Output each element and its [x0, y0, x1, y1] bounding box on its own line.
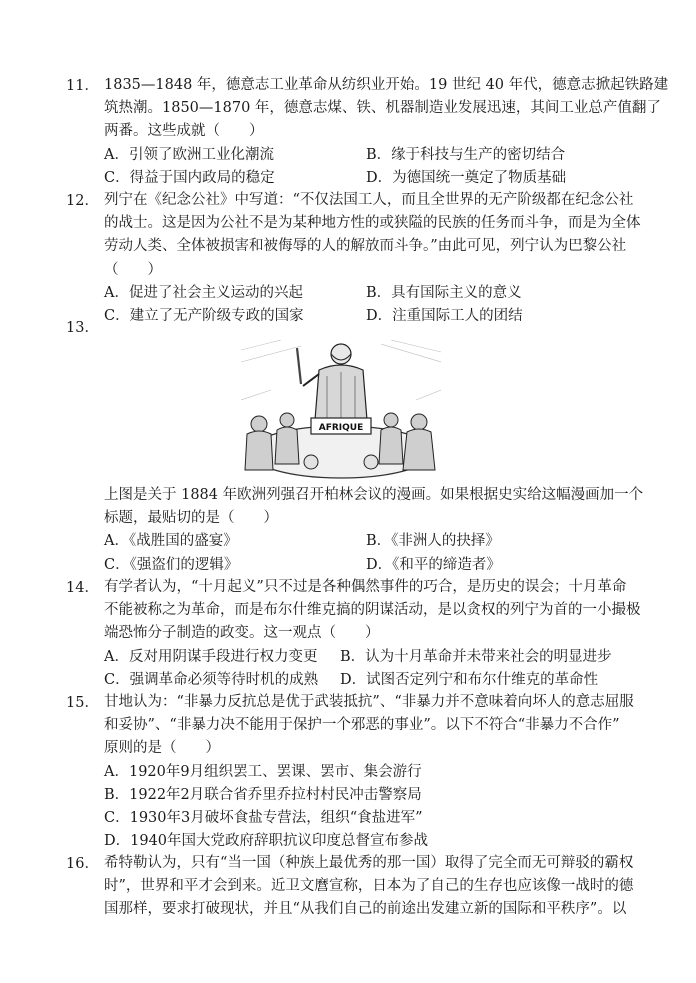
option-c[interactable]: C．得益于国内政局的稳定	[104, 169, 275, 186]
option-c[interactable]: C．强调革命必须等待时机的成熟	[104, 671, 319, 688]
stem-line: 的战士。这是因为公社不是为某种地方性的或狭隘的民族的任务而斗争，而是为全体	[104, 215, 641, 232]
stem-line: 列宁在《纪念公社》中写道：“不仅法国工人，而且全世界的无产阶级都在纪念公社	[104, 192, 634, 208]
option-a[interactable]: A．《战胜国的盛宴》	[104, 533, 238, 550]
option-c[interactable]: C．1930年3月破坏食盐专营法，组织“食盐进军”	[104, 809, 423, 826]
question-13-stem	[66, 484, 644, 577]
question-12	[66, 189, 641, 328]
stem-line: （ ）	[104, 261, 162, 278]
option-c[interactable]: C．建立了无产阶级专政的国家	[104, 308, 304, 324]
stem-line: 希特勒认为，只有“当一国（种族上最优秀的那一国）取得了完全而无可辩驳的霸权	[104, 855, 634, 871]
stem-line: 国那样，要求打破现状，并且“从我们自己的前途出发建立新的国际和平秩序”。以	[104, 901, 627, 918]
stem-line: 和妥协”、“非暴力决不能用于保护一个邪恶的事业”。以下不符合“非暴力不合作”	[104, 717, 620, 734]
question-11	[66, 74, 669, 190]
question-16	[66, 852, 632, 922]
option-d[interactable]: D．注重国际工人的团结	[366, 308, 523, 324]
option-c[interactable]: C．《强盗们的逻辑》	[104, 556, 239, 573]
stem-line: 时”，世界和平才会到来。近卫文麿宣称，日本为了自己的生存也应该像一战时的德	[104, 878, 634, 895]
options	[104, 530, 632, 576]
option-a[interactable]: A．1920年9月组织罢工、罢课、罢市、集会游行	[104, 763, 422, 780]
options	[104, 282, 632, 328]
options	[104, 761, 632, 854]
stem-line: 不能被称之为革命，而是布尔什维克搞的阴谋活动，是以贪权的列宁为首的一小撮极	[104, 602, 641, 619]
stem-line: 有学者认为，“十月起义”只不过是各种偶然事件的巧合，是历史的误会；十月革命	[104, 579, 627, 595]
stem-line: 劳动人类、全体被损害和被侮辱的人的解放而斗争。”由此可见，列宁认为巴黎公社	[104, 238, 627, 255]
stem-line: 甘地认为：“非暴力反抗总是优于武装抵抗”、“非暴力并不意味着向坏人的意志屈服	[104, 694, 634, 710]
question-14	[66, 576, 641, 692]
stem-line: 1835—1848 年，德意志工业革命从纺织业开始。19 世纪 40 年代，德意志掀起铁路建	[104, 77, 669, 93]
question-15	[66, 691, 632, 853]
option-a[interactable]: A．引领了欧洲工业化潮流	[104, 146, 274, 163]
option-d[interactable]: D．为德国统一奠定了物质基础	[366, 169, 567, 186]
option-d[interactable]: D．《和平的缔造者》	[366, 556, 501, 573]
berlin-conference-cartoon	[241, 340, 441, 480]
stem-line: 两番。这些成就（ ）	[104, 123, 264, 140]
question-number: 15．	[66, 695, 99, 711]
question-number: 16．	[66, 856, 99, 872]
option-b[interactable]: B．1922年2月联合省乔里乔拉村村民冲击警察局	[104, 786, 422, 803]
stem-line: 上图是关于 1884 年欧洲列强召开柏林会议的漫画。如果根据史实给这幅漫画加一个	[104, 487, 644, 503]
option-b[interactable]: B．缘于科技与生产的密切结合	[366, 146, 566, 163]
question-number: 13．	[66, 320, 99, 336]
cake-label: AFRIQUE	[318, 423, 364, 433]
stem-line: 端恐怖分子制造的政变。这一观点（ ）	[104, 625, 380, 642]
question-stem	[104, 484, 644, 530]
option-d[interactable]: D．试图否定列宁和布尔什维克的革命性	[340, 671, 599, 688]
stem-line: 筑热潮。1850—1870 年，德意志煤、铁、机器制造业发展迅速，其间工业总产值翻了	[104, 100, 661, 117]
option-a[interactable]: A．促进了社会主义运动的兴起	[104, 284, 303, 301]
option-b[interactable]: B．《非洲人的抉择》	[366, 533, 500, 550]
stem-line: 原则的是（ ）	[104, 740, 220, 757]
stem-line: 标题，最贴切的是（ ）	[104, 510, 278, 527]
question-number: 14．	[66, 580, 99, 596]
option-b[interactable]: B．具有国际主义的意义	[366, 284, 522, 301]
options	[104, 144, 632, 190]
question-stem	[104, 74, 669, 144]
question-stem	[104, 852, 632, 922]
question-stem	[104, 691, 632, 761]
question-number: 12．	[66, 193, 99, 209]
option-a[interactable]: A．反对用阴谋手段进行权力变更	[104, 648, 318, 665]
question-stem	[104, 189, 641, 282]
question-stem	[104, 576, 641, 646]
options	[104, 646, 632, 692]
question-number: 11．	[66, 78, 99, 94]
option-b[interactable]: B．认为十月革命并未带来社会的明显进步	[340, 648, 612, 665]
option-d[interactable]: D．1940年国大党政府辞职抗议印度总督宣布参战	[104, 833, 429, 850]
